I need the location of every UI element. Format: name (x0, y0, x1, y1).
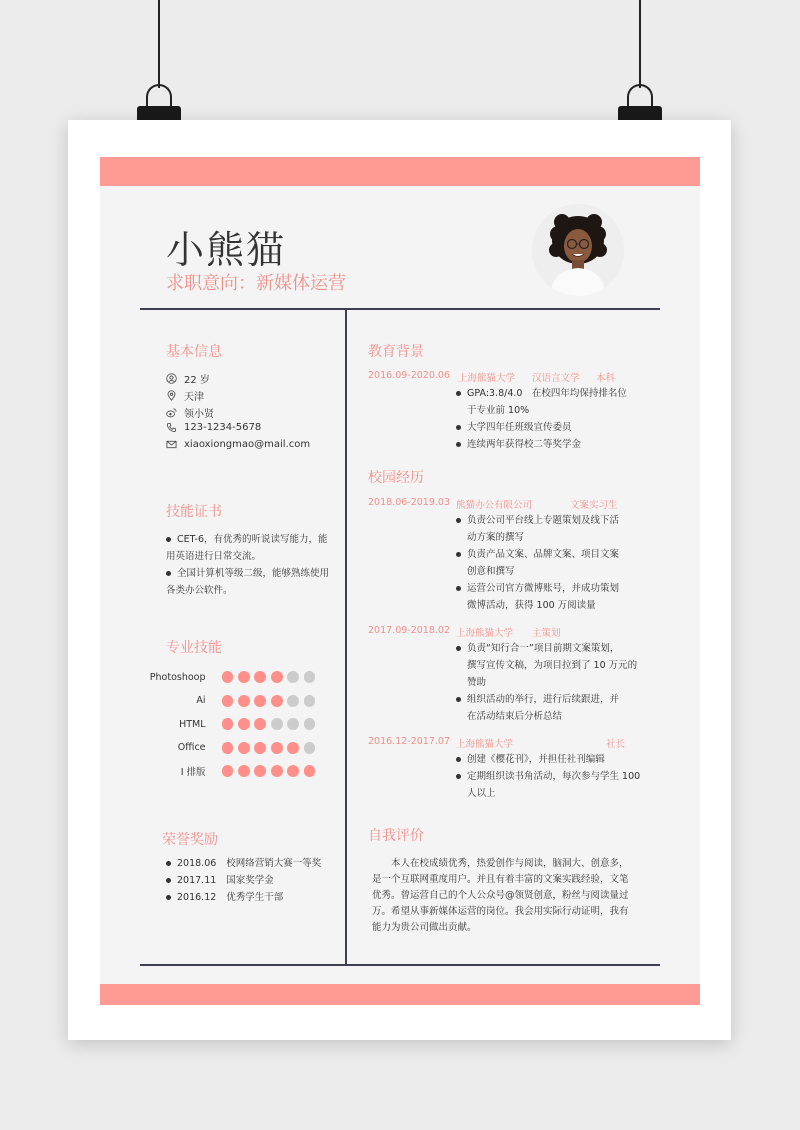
user-icon (166, 373, 177, 384)
campus-1-line-6 (467, 597, 596, 614)
section-title-campus: 校园经历 (368, 470, 424, 486)
education-line-4-text: 连续两年获得校二等奖学金 (467, 439, 582, 450)
skill-level-dot (304, 671, 316, 683)
education-line-3 (456, 419, 572, 436)
campus-2-line-2 (467, 657, 637, 674)
self-line-3: 优秀。曾运营自己的个人公众号@领贤创意，粉丝与阅读量过 (372, 890, 629, 901)
honor-item-2 (166, 872, 274, 889)
campus-3-line-1 (456, 751, 605, 768)
campus-2-line-1 (456, 640, 619, 657)
skill-level-dot (222, 671, 234, 683)
self-line-1: 本人在校成绩优秀，热爱创作与阅读，脑洞大、创意多， (372, 858, 629, 869)
skill-level-dot (238, 718, 250, 730)
education-major: 汉语言文学 (532, 373, 580, 384)
info-location (166, 388, 204, 403)
resume-sheet (100, 157, 700, 1005)
campus-2-period: 2017.09-2018.02 (368, 625, 450, 636)
skill-row-3 (140, 717, 320, 731)
section-title-honors: 荣誉奖励 (162, 832, 218, 848)
footer-divider (140, 964, 660, 966)
info-email (166, 439, 310, 450)
skill-level-dot (238, 671, 250, 683)
campus-2-role: 主策划 (532, 628, 561, 639)
weibo-icon (166, 407, 177, 418)
skill-level-dot (304, 695, 316, 707)
campus-2-line-2-text: 撰写宣传文稿，为项目拉到了 10 万元的 (467, 660, 638, 671)
skill-level-dot (222, 718, 234, 730)
skill-row-1 (140, 670, 320, 684)
campus-3-period: 2016.12-2017.07 (368, 736, 450, 747)
skill-level-dot (271, 718, 283, 730)
honor-text-1: 校网络营销大赛一等奖 (226, 858, 322, 869)
skill-level-dot (287, 695, 299, 707)
skill-level-dot (238, 742, 250, 754)
campus-3-role: 社长 (606, 739, 626, 750)
education-line-2-text: 于专业前 10% (467, 405, 530, 416)
skill-label: I 排版 (180, 767, 206, 778)
column-divider (345, 309, 347, 965)
section-title-skills: 专业技能 (166, 640, 222, 656)
skill-label: Office (177, 742, 206, 753)
skill-level-dot (238, 765, 250, 777)
education-school: 上海熊猫大学 (458, 373, 516, 384)
section-title-certs: 技能证书 (166, 504, 222, 520)
bottom-band (100, 984, 700, 1005)
education-degree: 本科 (596, 373, 616, 384)
hanging-wire-right (639, 0, 641, 88)
education-line-2 (467, 402, 529, 419)
skill-level-dot (287, 718, 299, 730)
skill-level-dot (271, 742, 283, 754)
job-intent: 求职意向：新媒体运营 (166, 273, 346, 294)
skill-level-dot (271, 765, 283, 777)
cert-item-1 (166, 531, 328, 548)
cert-item-1-line-2: 用英语进行日常交流。 (166, 551, 262, 562)
skill-row-2 (140, 694, 320, 708)
skill-level-dot (304, 742, 316, 754)
campus-1-line-1 (456, 512, 619, 529)
skill-row-5 (140, 764, 320, 778)
cert-item-2-line-1: 全国计算机等级二级，能够熟练使用 (177, 568, 330, 579)
campus-1-line-1-text: 负责公司平台线上专题策划及线下活 (467, 515, 620, 526)
skill-level-dot (254, 671, 266, 683)
campus-1-line-6-text: 微博活动，获得 100 万阅读量 (467, 600, 596, 611)
info-email-text: xiaoxiongmao@mail.com (184, 439, 311, 450)
avatar (532, 204, 624, 296)
skill-level-dot (287, 742, 299, 754)
education-line-3-text: 大学四年任班级宣传委员 (467, 422, 572, 433)
campus-1-line-3-text: 负责产品文案、品牌文案、项目文案 (467, 549, 620, 560)
skill-label: Photoshoop (149, 671, 206, 683)
campus-1-line-4 (467, 563, 515, 580)
avatar-portrait-icon (532, 204, 624, 296)
cert-item-1-line-1: CET-6，有优秀的听说读写能力，能 (177, 534, 328, 545)
campus-2-line-3 (467, 674, 486, 691)
skill-level-dot (222, 765, 234, 777)
campus-2-line-3-text: 赞助 (467, 677, 487, 688)
campus-1-line-3 (456, 546, 619, 563)
campus-3-line-3 (467, 785, 496, 802)
skill-level-dot (238, 695, 250, 707)
campus-1-role: 文案实习生 (570, 500, 618, 511)
honor-item-3 (166, 889, 283, 906)
honor-date-3: 2016.12 (177, 892, 217, 903)
cert-item-2-line-2: 各类办公软件。 (166, 585, 233, 596)
campus-2-org: 上海熊猫大学 (456, 628, 514, 639)
campus-1-line-4-text: 创意和撰写 (467, 566, 515, 577)
info-age (166, 371, 210, 386)
section-title-basic: 基本信息 (166, 344, 222, 360)
skill-level-dot (287, 671, 299, 683)
skill-level-dot (222, 742, 234, 754)
section-title-self: 自我评价 (368, 828, 424, 844)
campus-3-line-1-text: 创建《樱花刊》，并担任社刊编辑 (467, 754, 605, 765)
mail-icon (166, 439, 177, 450)
campus-2-line-1-text: 负责“知行合一”项目前期文案策划， (467, 643, 620, 654)
education-line-1-text: GPA:3.8/4.0 在校四年均保持排名位 (467, 388, 627, 399)
education-line-1 (456, 385, 627, 402)
resume-paper (68, 120, 731, 1040)
campus-1-org: 熊猫办公有限公司 (456, 500, 533, 511)
top-band (100, 157, 700, 186)
self-line-4: 万。希望从事新媒体运营的岗位。我会用实际行动证明，我有 (372, 906, 629, 917)
skill-level-dot (222, 695, 234, 707)
campus-1-line-5-text: 运营公司官方微博账号，并成功策划 (467, 583, 620, 594)
cert-item-2 (166, 565, 329, 582)
skill-level-dot (271, 671, 283, 683)
location-icon (166, 390, 177, 401)
skill-level-dot (254, 695, 266, 707)
honor-item-1 (166, 855, 321, 872)
skill-label: HTML (179, 718, 206, 730)
candidate-name: 小熊猫 (166, 228, 287, 272)
skill-level-dot (271, 695, 283, 707)
honor-text-2: 国家奖学金 (226, 875, 274, 886)
info-location-text: 天津 (184, 392, 204, 403)
honor-date-2: 2017.11 (177, 875, 217, 886)
campus-1-line-2-text: 动方案的撰写 (467, 532, 525, 543)
self-line-2: 是一个互联网重度用户。并且有着丰富的文案实践经验，文笔 (372, 874, 629, 885)
campus-2-line-5 (467, 708, 562, 725)
campus-3-org: 上海熊猫大学 (456, 739, 514, 750)
education-period: 2016.09-2020.06 (368, 370, 450, 381)
info-phone (166, 422, 261, 433)
skill-level-dot (254, 718, 266, 730)
skill-label: Ai (196, 695, 206, 706)
campus-2-line-4 (456, 691, 619, 708)
campus-3-line-2-text: 定期组织读书角活动，每次参与学生 100 (467, 771, 641, 782)
campus-2-line-4-text: 组织活动的举行，进行后续跟进，并 (467, 694, 620, 705)
header-divider (140, 308, 660, 310)
campus-1-line-5 (456, 580, 619, 597)
phone-icon (166, 422, 177, 433)
skill-level-dot (304, 765, 316, 777)
skill-row-4 (140, 741, 320, 755)
campus-3-line-2 (456, 768, 640, 785)
campus-1-line-2 (467, 529, 524, 546)
campus-3-line-3-text: 人以上 (467, 788, 496, 799)
skill-level-dot (254, 742, 266, 754)
info-age-text: 22 岁 (184, 375, 210, 386)
self-line-5: 能力为贵公司做出贡献。 (372, 922, 477, 933)
hanging-wire-left (158, 0, 160, 88)
info-phone-text: 123-1234-5678 (184, 422, 262, 433)
skill-level-dot (254, 765, 266, 777)
skill-level-dot (287, 765, 299, 777)
education-line-4 (456, 436, 581, 453)
section-title-education: 教育背景 (368, 344, 424, 360)
info-weibo (166, 405, 214, 420)
campus-1-period: 2018.06-2019.03 (368, 497, 450, 508)
info-weibo-text: 领小贤 (184, 409, 214, 420)
campus-2-line-5-text: 在活动结束后分析总结 (467, 711, 563, 722)
honor-text-3: 优秀学生干部 (226, 892, 284, 903)
skill-level-dot (304, 718, 316, 730)
honor-date-1: 2018.06 (177, 858, 217, 869)
